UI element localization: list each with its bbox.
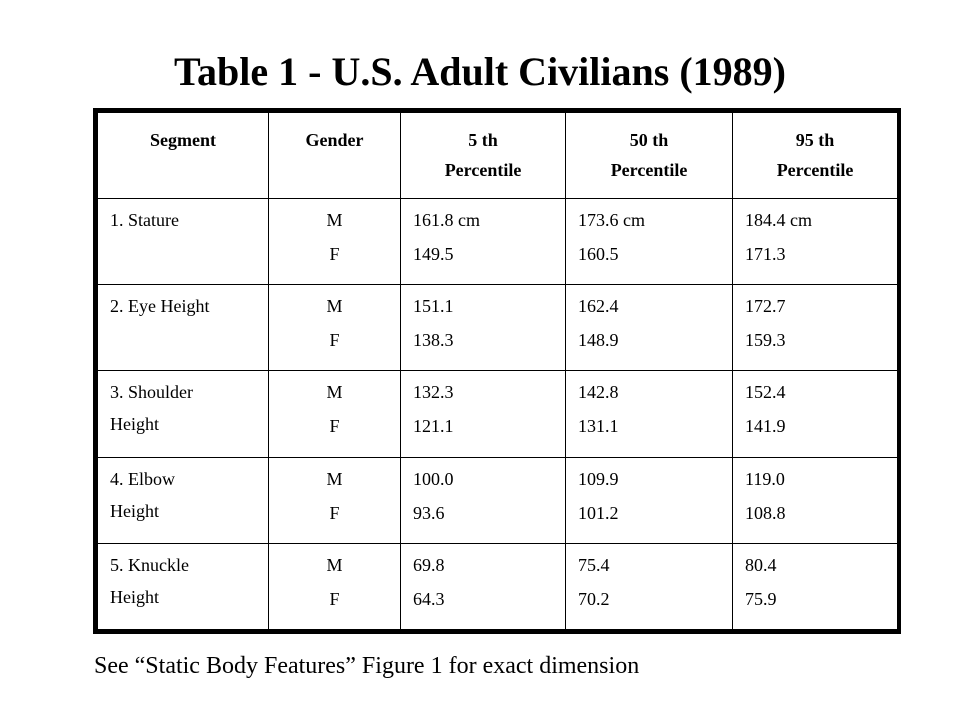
p95-cell: 80.4 75.9 [733,543,898,629]
p5-cell: 132.3 121.1 [401,371,566,457]
table-row [98,371,898,457]
p50-cell: 162.4 148.9 [566,285,733,371]
p50-cell: 75.4 70.2 [566,543,733,629]
gender-cell: M F [269,371,401,457]
gender-cell: M F [269,199,401,285]
gender-cell: M F [269,285,401,371]
p50-cell: 109.9 101.2 [566,457,733,543]
header-5th-percentile: 5 th Percentile [401,113,566,199]
page-title: Table 1 - U.S. Adult Civilians (1989) [174,49,786,94]
segment-cell: 1. Stature [98,199,269,285]
p95-cell: 152.4 141.9 [733,371,898,457]
p50-cell: 142.8 131.1 [566,371,733,457]
segment-cell: 3. Shoulder Height [98,371,269,457]
p95-cell: 172.7 159.3 [733,285,898,371]
segment-cell: 4. Elbow Height [98,457,269,543]
p95-cell: 119.0 108.8 [733,457,898,543]
p95-cell: 184.4 cm 171.3 [733,199,898,285]
segment-cell: 5. Knuckle Height [98,543,269,629]
p5-cell: 161.8 cm 149.5 [401,199,566,285]
header-segment: Segment [98,113,269,199]
table-row [98,199,898,285]
gender-cell: M F [269,543,401,629]
header-row [98,113,898,199]
table-row [98,543,898,629]
data-table [97,112,898,630]
table-row [98,285,898,371]
gender-cell: M F [269,457,401,543]
header-50th-percentile: 50 th Percentile [566,113,733,199]
p5-cell: 69.8 64.3 [401,543,566,629]
header-gender: Gender [269,113,401,199]
p50-cell: 173.6 cm 160.5 [566,199,733,285]
p5-cell: 151.1 138.3 [401,285,566,371]
p5-cell: 100.0 93.6 [401,457,566,543]
segment-cell: 2. Eye Height [98,285,269,371]
footnote: See “Static Body Features” Figure 1 for exact dimension [94,653,640,679]
table-row [98,457,898,543]
header-95th-percentile: 95 th Percentile [733,113,898,199]
anthropometric-table [93,108,901,634]
